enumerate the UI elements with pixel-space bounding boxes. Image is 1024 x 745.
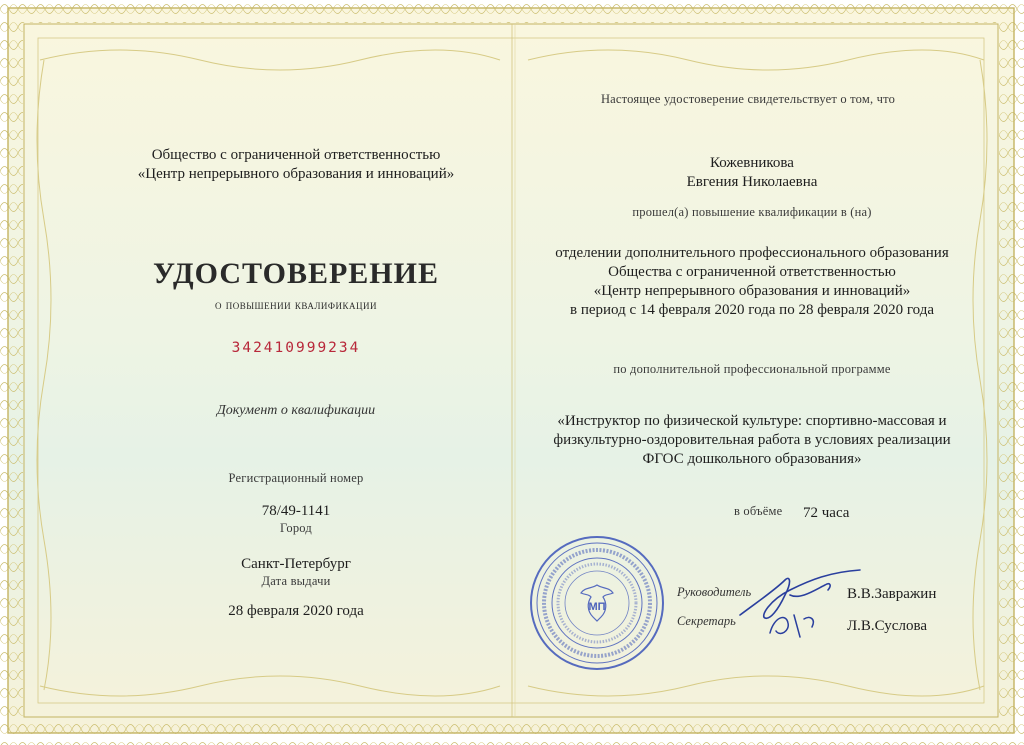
official-seal (527, 533, 667, 673)
secretary-signature (760, 605, 830, 645)
serial-number: 342410999234 (231, 340, 361, 356)
holder-name: Евгения Николаевна (686, 174, 818, 190)
program-line-2: физкультурно-оздоровительная работа в условиях реализации (553, 432, 951, 448)
program-line-1: «Инструктор по физической культуре: спортивно-массовая и (557, 413, 947, 429)
holder-surname: Кожевникова (710, 155, 794, 171)
secretary-name: Л.В.Суслова (847, 618, 927, 634)
place-line-1: отделении дополнительного профессионального образования (555, 245, 949, 261)
org-line-1: Общество с ограниченной ответственностью (151, 147, 441, 163)
issue-date: 28 февраля 2020 года (228, 603, 364, 619)
seal-center-text: МП (588, 601, 606, 613)
city: Санкт-Петербург (241, 556, 351, 572)
program-line-3: ФГОС дошкольного образования» (642, 451, 862, 467)
study-period: в период с 14 февраля 2020 года по 28 февраля 2020 года (570, 302, 934, 318)
volume-hours: 72 часа (803, 505, 850, 521)
volume-label: в объёме (734, 504, 783, 518)
org-line-2: «Центр непрерывного образования и инноваций» (137, 166, 455, 182)
head-name: В.В.Завражин (847, 586, 937, 602)
program-label: по дополнительной профессиональной программе (613, 362, 891, 376)
document-type: Документ о квалификации (216, 403, 376, 418)
certificate-subtitle: о повышении квалификации (214, 297, 378, 312)
secretary-label: Секретарь (677, 614, 736, 628)
date-label: Дата выдачи (261, 574, 331, 588)
head-label: Руководитель (677, 585, 752, 599)
city-label: Город (280, 521, 312, 535)
place-line-2: Общества с ограниченной ответственностью (608, 264, 896, 280)
intro-text: Настоящее удостоверение свидетельствует о том, что (600, 92, 896, 106)
registration-number: 78/49-1141 (261, 503, 331, 519)
certificate-title: УДОСТОВЕРЕНИЕ (153, 257, 439, 290)
passed-text: прошел(а) повышение квалификации в (на) (632, 205, 872, 219)
place-line-3: «Центр непрерывного образования и инноваций» (593, 283, 911, 299)
registration-label: Регистрационный номер (228, 471, 364, 485)
